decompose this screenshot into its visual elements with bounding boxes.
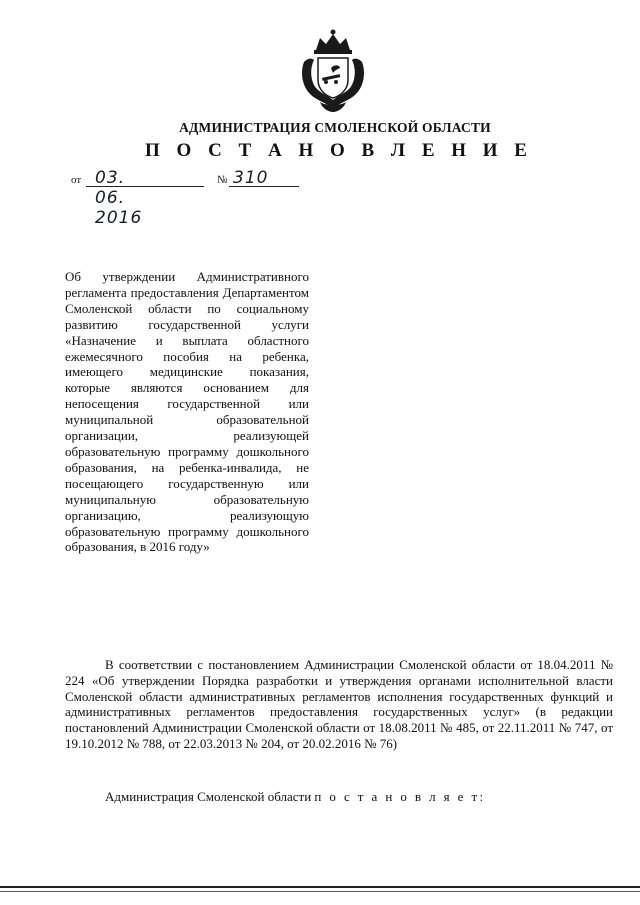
preamble-paragraph: В соответствии с постановлением Администрации Смоленской области от 18.04.2011 № 224 «Об утверждении Порядка разработки и утверждения органами исполнительной власти Смоленской области административных регламентов исполнения государственных функций и административных регламентов предоставления государственных услуг» (в редакции постановлений Администрации Смоленской области от 18.08.2011 № 485, от 22.11.2011 № 747, от 19.10.2012 № 788, от 22.03.2013 № 204, от 20.02.2016 № 76) [65,657,613,751]
number-prefix: № [217,174,228,186]
coat-of-arms-emblem [298,28,368,114]
date-prefix: от [71,174,82,186]
date-underline [86,186,204,187]
page-bottom-rule-thin [0,891,640,892]
number-underline [229,186,299,187]
closing-verb: п о с т а н о в л я е т: [314,789,486,804]
handwritten-number: 310 [233,168,269,188]
handwritten-date: 03. 06. 2016 [95,168,143,228]
closing-lead: Администрация Смоленской области [105,789,312,804]
document-type: П О С Т А Н О В Л Е Н И Е [145,140,533,161]
closing-line [105,789,615,805]
page-bottom-rule [0,886,640,888]
decree-subject: Об утверждении Административного регламента предоставления Департаментом Смоленской области по социальному развитию государственной услуги «Назначение и выплата областного ежемесячного пособия на ребенка, имеющего медицинские показания, которые являются основанием для непосещения государственной или муниципальной образовательной организации, реализующей образовательную программу дошкольного образования, на ребенка-инвалида, не посещающего государственную или муниципальную образовательную организацию, реализующую образовательную программу дошкольного образования, в 2016 году» [65,269,309,555]
agency-title: АДМИНИСТРАЦИЯ СМОЛЕНСКОЙ ОБЛАСТИ [179,120,491,135]
